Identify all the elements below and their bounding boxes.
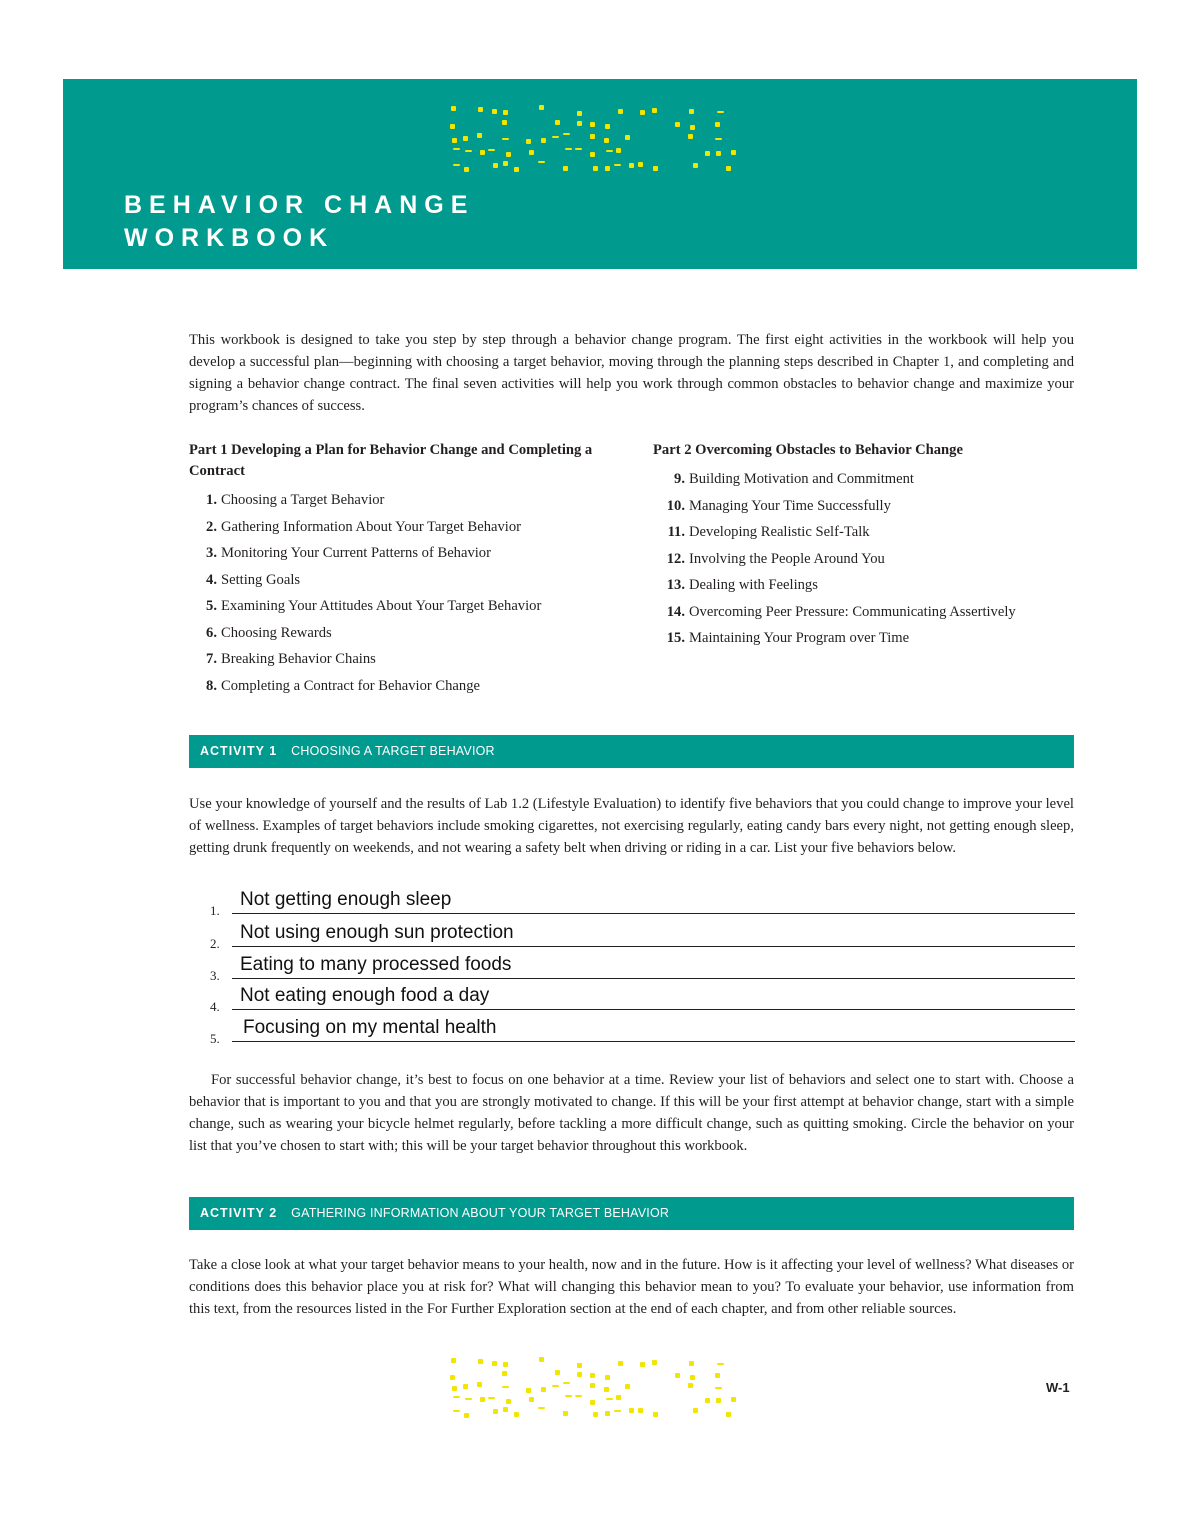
decorative-dot bbox=[563, 166, 568, 171]
list-item: 15. Maintaining Your Program over Time bbox=[666, 630, 910, 646]
decorative-dot bbox=[563, 1382, 570, 1384]
decorative-dot bbox=[629, 163, 634, 168]
decorative-dot bbox=[541, 1387, 546, 1392]
answer-number: 2. bbox=[210, 936, 220, 951]
decorative-dot bbox=[690, 125, 695, 130]
decorative-dot bbox=[465, 1398, 472, 1400]
decorative-dot bbox=[605, 166, 610, 171]
answer-number: 4. bbox=[210, 999, 220, 1014]
list-item: 12. Involving the People Around You bbox=[666, 550, 885, 567]
page-number: W-1 bbox=[1046, 1380, 1070, 1395]
answer-row-1[interactable] bbox=[210, 884, 1075, 918]
decorative-dot bbox=[606, 1398, 613, 1400]
activity-1-title: CHOOSING A TARGET BEHAVIOR bbox=[291, 744, 495, 758]
decorative-dot bbox=[488, 149, 495, 151]
decorative-dot bbox=[618, 1361, 623, 1366]
decorative-dot bbox=[565, 1395, 572, 1397]
decorative-dot bbox=[652, 108, 657, 113]
answer-number: 3. bbox=[210, 968, 220, 983]
decorative-dot bbox=[689, 109, 694, 114]
answer-line bbox=[232, 1041, 1075, 1042]
answer-line bbox=[232, 946, 1075, 947]
decorative-dot bbox=[575, 148, 582, 150]
decorative-dot bbox=[555, 120, 560, 125]
decorative-dot bbox=[502, 138, 509, 140]
decorative-dot bbox=[625, 1384, 630, 1389]
decorative-dot bbox=[451, 1358, 456, 1363]
decorative-dot bbox=[493, 1409, 498, 1414]
answer-line bbox=[232, 1009, 1075, 1010]
decorative-dot bbox=[726, 1412, 731, 1417]
decorative-dot bbox=[716, 151, 721, 156]
activity-2-title: GATHERING INFORMATION ABOUT YOUR TARGET BEHAVIOR bbox=[291, 1206, 670, 1220]
decorative-dot bbox=[731, 150, 736, 155]
decorative-dot bbox=[502, 1371, 507, 1376]
answer-field-2[interactable]: Not using enough sun protection bbox=[240, 922, 514, 943]
decorative-dot bbox=[717, 1363, 724, 1365]
list-item: 14. Overcoming Peer Pressure: Communicating Assertively bbox=[666, 603, 1016, 620]
decorative-dot bbox=[563, 133, 570, 135]
decorative-dot bbox=[593, 1412, 598, 1417]
decorative-dot bbox=[640, 1362, 645, 1367]
decorative-dot bbox=[453, 164, 460, 166]
decorative-dot bbox=[629, 1408, 634, 1413]
decorative-dot bbox=[618, 109, 623, 114]
answer-field-5[interactable]: Focusing on my mental health bbox=[243, 1017, 497, 1038]
decorative-dot bbox=[452, 138, 457, 143]
decorative-dots-top bbox=[450, 105, 760, 180]
decorative-dot bbox=[705, 1398, 710, 1403]
decorative-dot bbox=[638, 1408, 643, 1413]
decorative-dot bbox=[675, 122, 680, 127]
decorative-dot bbox=[715, 122, 720, 127]
decorative-dot bbox=[529, 150, 534, 155]
decorative-dot bbox=[453, 1396, 460, 1398]
answer-row-2[interactable] bbox=[210, 917, 1075, 951]
decorative-dot bbox=[502, 120, 507, 125]
part-1-list bbox=[189, 487, 609, 699]
activity-1-label: ACTIVITY 1 bbox=[200, 744, 278, 758]
decorative-dot bbox=[638, 162, 643, 167]
decorative-dot bbox=[463, 136, 468, 141]
decorative-dot bbox=[590, 122, 595, 127]
decorative-dot bbox=[502, 1386, 509, 1388]
decorative-dot bbox=[503, 1407, 508, 1412]
list-item: 5. Examining Your Attitudes About Your Target Behavior bbox=[206, 598, 542, 614]
decorative-dot bbox=[590, 134, 595, 139]
decorative-dot bbox=[480, 1397, 485, 1402]
decorative-dot bbox=[590, 152, 595, 157]
decorative-dot bbox=[689, 1361, 694, 1366]
decorative-dot bbox=[477, 1382, 482, 1387]
decorative-dot bbox=[590, 1373, 595, 1378]
decorative-dot bbox=[640, 110, 645, 115]
decorative-dot bbox=[715, 1387, 722, 1389]
decorative-dot bbox=[539, 1357, 544, 1362]
decorative-dot bbox=[450, 1375, 455, 1380]
decorative-dot bbox=[451, 106, 456, 111]
decorative-dot bbox=[590, 1400, 595, 1405]
decorative-dot bbox=[492, 109, 497, 114]
decorative-dot bbox=[715, 138, 722, 140]
decorative-dot bbox=[538, 1407, 545, 1409]
answer-line bbox=[232, 978, 1075, 979]
answer-number: 1. bbox=[210, 903, 220, 918]
decorative-dot bbox=[453, 148, 460, 150]
list-item: 3. Monitoring Your Current Patterns of Behavior bbox=[206, 545, 491, 561]
activity-2-label: ACTIVITY 2 bbox=[200, 1206, 278, 1220]
activity-1-instructions: Use your knowledge of yourself and the results of Lab 1.2 (Lifestyle Evaluation) to identify five behaviors that you could change to improve your level of wellness. Examples of target behaviors include smoking cigarettes, not exercising regularly, eating candy bars every night, not getting enough sleep, getting drunk frequently on weekends, and not wearing a safety belt when driving or riding in a car. List your five behaviors below. bbox=[189, 796, 1074, 856]
list-item: 4. Setting Goals bbox=[206, 571, 301, 588]
decorative-dot bbox=[590, 1383, 595, 1388]
decorative-dot bbox=[690, 1375, 695, 1380]
decorative-dot bbox=[575, 1395, 582, 1397]
decorative-dot bbox=[577, 1372, 582, 1377]
title-line-1: BEHAVIOR CHANGE bbox=[124, 191, 475, 219]
title-line-2: WORKBOOK bbox=[124, 224, 335, 252]
answer-row-5[interactable] bbox=[210, 1012, 1075, 1046]
answer-row-3[interactable] bbox=[210, 949, 1075, 983]
decorative-dot bbox=[529, 1397, 534, 1402]
decorative-dot bbox=[488, 1397, 495, 1399]
intro-paragraph: This workbook is designed to take you step by step through a behavior change program. The first eight activities in the workbook will help you develop a successful plan—beginning with choosing a target behavior, moving through the planning steps described in Chapter 1, and completing and signing a behavior change contract. The final seven activities will help you work through common obstacles to behavior change and maximize your program’s chances of success. bbox=[189, 332, 1074, 414]
decorative-dot bbox=[604, 1387, 609, 1392]
part-2-title: Part 2 Overcoming Obstacles to Behavior Change bbox=[653, 442, 963, 458]
decorative-dot bbox=[605, 124, 610, 129]
decorative-dot bbox=[538, 161, 545, 163]
decorative-dot bbox=[492, 1361, 497, 1366]
decorative-dot bbox=[450, 124, 455, 129]
decorative-dot bbox=[605, 1411, 610, 1416]
decorative-dot bbox=[693, 163, 698, 168]
list-item: 1. Choosing a Target Behavior bbox=[206, 492, 385, 508]
decorative-dot bbox=[614, 1410, 621, 1412]
decorative-dot bbox=[717, 111, 724, 113]
list-item: 10. Managing Your Time Successfully bbox=[666, 497, 891, 514]
decorative-dot bbox=[565, 148, 572, 150]
decorative-dot bbox=[480, 150, 485, 155]
decorative-dot bbox=[526, 1388, 531, 1393]
decorative-dot bbox=[464, 1413, 469, 1418]
decorative-dot bbox=[716, 1398, 721, 1403]
list-item: 11. Developing Realistic Self-Talk bbox=[667, 524, 870, 540]
decorative-dot bbox=[541, 138, 546, 143]
decorative-dot bbox=[652, 1360, 657, 1365]
decorative-dot bbox=[577, 1363, 582, 1368]
list-item: 8. Completing a Contract for Behavior Change bbox=[206, 677, 480, 694]
decorative-dot bbox=[514, 1412, 519, 1417]
list-item: 13. Dealing with Feelings bbox=[666, 577, 818, 593]
decorative-dot bbox=[653, 166, 658, 171]
decorative-dot bbox=[503, 161, 508, 166]
decorative-dot bbox=[539, 105, 544, 110]
part-1-section bbox=[189, 440, 609, 699]
decorative-dot bbox=[616, 148, 621, 153]
decorative-dot bbox=[464, 167, 469, 172]
decorative-dot bbox=[453, 1410, 460, 1412]
decorative-dot bbox=[555, 1370, 560, 1375]
decorative-dot bbox=[616, 1395, 621, 1400]
decorative-dot bbox=[675, 1373, 680, 1378]
decorative-dot bbox=[506, 1399, 511, 1404]
decorative-dot bbox=[552, 136, 559, 138]
decorative-dot bbox=[478, 107, 483, 112]
decorative-dot bbox=[552, 1385, 559, 1387]
decorative-dot bbox=[625, 135, 630, 140]
answer-number: 5. bbox=[210, 1031, 220, 1046]
decorative-dot bbox=[493, 163, 498, 168]
decorative-dot bbox=[688, 134, 693, 139]
decorative-dot bbox=[606, 150, 613, 152]
decorative-dot bbox=[452, 1386, 457, 1391]
decorative-dot bbox=[688, 1383, 693, 1388]
answer-field-4[interactable]: Not eating enough food a day bbox=[240, 985, 490, 1006]
part-1-title: Part 1 Developing a Plan for Behavior Change and Completing a Contract bbox=[189, 442, 593, 479]
answer-row-4[interactable] bbox=[210, 980, 1075, 1014]
decorative-dot bbox=[693, 1408, 698, 1413]
decorative-dot bbox=[463, 1384, 468, 1389]
decorative-dot bbox=[605, 1375, 610, 1380]
answer-field-1[interactable]: Not getting enough sleep bbox=[240, 889, 452, 910]
decorative-dot bbox=[506, 152, 511, 157]
decorative-dot bbox=[478, 1359, 483, 1364]
list-item: 6. Choosing Rewards bbox=[206, 624, 332, 641]
answer-field-3[interactable]: Eating to many processed foods bbox=[240, 954, 512, 975]
activity-2-header bbox=[189, 1197, 1074, 1230]
part-2-section bbox=[653, 440, 1093, 652]
decorative-dot bbox=[731, 1397, 736, 1402]
part-2-list bbox=[653, 466, 1093, 652]
workbook-title bbox=[124, 189, 474, 255]
decorative-dot bbox=[503, 1362, 508, 1367]
decorative-dot bbox=[563, 1411, 568, 1416]
list-item: 2. Gathering Information About Your Target Behavior bbox=[206, 518, 521, 535]
decorative-dot bbox=[593, 166, 598, 171]
decorative-dot bbox=[503, 110, 508, 115]
answer-line bbox=[232, 913, 1075, 914]
activity-1-followup: For successful behavior change, it’s best to focus on one behavior at a time. Review your list of behaviors and select one to start with. Choose a behavior that is important to you and that you are strongly motivated to change. If this will be your first attempt at behavior change, start with a simple change, such as wearing your bicycle helmet regularly, before tackling a more difficult change, such as quitting smoking. Circle the behavior on your list that you’ve chosen to start with; this will be your target behavior throughout this workbook. bbox=[189, 1072, 1074, 1154]
decorative-dot bbox=[577, 121, 582, 126]
decorative-dot bbox=[614, 164, 621, 166]
decorative-dot bbox=[705, 151, 710, 156]
decorative-dot bbox=[514, 167, 519, 172]
activity-2-instructions: Take a close look at what your target behavior means to your health, now and in the future. How is it affecting your level of wellness? What diseases or conditions does this behavior place you at risk for? What will changing this behavior mean to you? To evaluate your behavior, use information from this text, from the resources listed in the For Further Exploration section at the end of each chapter, and from other reliable sources. bbox=[189, 1257, 1074, 1317]
decorative-dots-bottom bbox=[450, 1357, 760, 1425]
decorative-dot bbox=[526, 139, 531, 144]
decorative-dot bbox=[577, 111, 582, 116]
activity-1-header bbox=[189, 735, 1074, 768]
decorative-dot bbox=[465, 150, 472, 152]
decorative-dot bbox=[477, 133, 482, 138]
decorative-dot bbox=[653, 1412, 658, 1417]
list-item: 9. Building Motivation and Commitment bbox=[674, 471, 914, 487]
decorative-dot bbox=[604, 138, 609, 143]
decorative-dot bbox=[726, 166, 731, 171]
list-item: 7. Breaking Behavior Chains bbox=[206, 651, 376, 667]
decorative-dot bbox=[715, 1373, 720, 1378]
